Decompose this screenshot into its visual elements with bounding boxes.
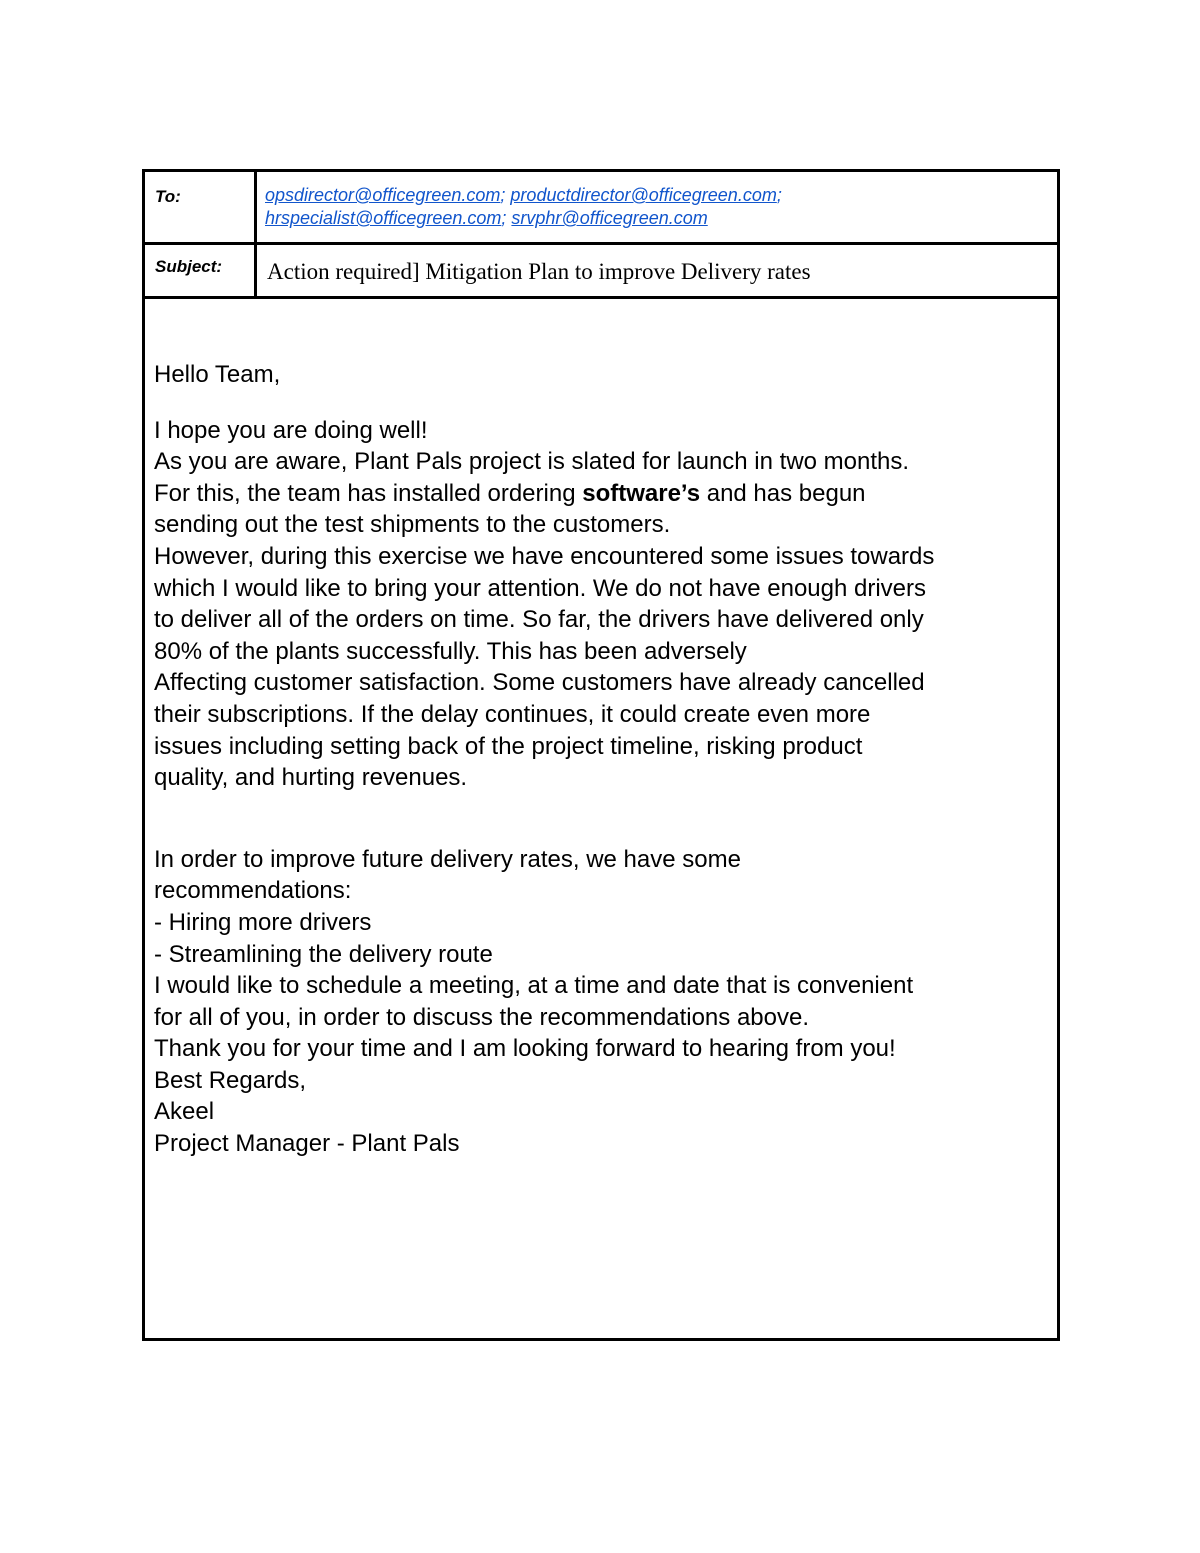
recommendation-item: - Hiring more drivers — [154, 908, 372, 936]
body-line: to deliver all of the orders on time. So far, the drivers have delivered only — [154, 606, 924, 634]
paragraph-gap — [154, 391, 1057, 415]
subject-field[interactable]: Action required] Mitigation Plan to improve Delivery rates — [267, 259, 811, 284]
recipient-link[interactable]: productdirector@officegreen.com — [510, 185, 777, 205]
body-line: Thank you for your time and I am looking forward to hearing from you! — [154, 1035, 896, 1063]
body-text: For this, the team has installed ordering — [154, 479, 583, 507]
body-line: As you are aware, Plant Pals project is slated for launch in two months. — [154, 448, 910, 476]
recommendation-item: - Streamlining the delivery route — [154, 940, 493, 968]
recipient-separator: ; — [501, 208, 507, 228]
body-line: for all of you, in order to discuss the recommendations above. — [154, 1003, 810, 1031]
recipient-link[interactable]: hrspecialist@officegreen.com — [265, 208, 502, 228]
body-line: However, during this exercise we have encountered some issues towards — [154, 542, 935, 570]
to-row — [145, 172, 1057, 245]
recipient-link[interactable]: opsdirector@officegreen.com — [265, 185, 501, 205]
body-line: I would like to schedule a meeting, at a time and date that is convenient — [154, 972, 914, 1000]
body-line: Affecting customer satisfaction. Some customers have already cancelled — [154, 669, 925, 697]
body-line — [154, 478, 1057, 510]
paragraph-gap — [154, 794, 1057, 844]
subject-label: Subject: — [145, 245, 257, 296]
body-line: issues including setting back of the project timeline, risking product — [154, 732, 863, 760]
recipient-line-1 — [265, 184, 1057, 207]
body-line: quality, and hurting revenues. — [154, 764, 468, 792]
body-line: recommendations: — [154, 877, 352, 905]
body-line: In order to improve future delivery rates, we have some — [154, 845, 741, 873]
body-bold-text: software’s — [582, 479, 701, 507]
body-line: sending out the test shipments to the customers. — [154, 511, 671, 539]
greeting: Hello Team, — [154, 361, 281, 388]
email-form — [142, 169, 1060, 1341]
body-line: 80% of the plants successfully. This has been adversely — [154, 637, 747, 665]
sender-name: Akeel — [154, 1098, 215, 1126]
recipient-line-2 — [265, 207, 1057, 230]
recipient-link[interactable]: srvphr@officegreen.com — [511, 208, 708, 228]
sender-title: Project Manager - Plant Pals — [154, 1130, 460, 1158]
to-field[interactable] — [257, 172, 1057, 242]
to-label: To: — [145, 172, 257, 242]
subject-row — [145, 245, 1057, 299]
body-line: I hope you are doing well! — [154, 416, 428, 444]
body-line: their subscriptions. If the delay continues, it could create even more — [154, 700, 871, 728]
recipient-list — [265, 184, 1057, 230]
recipient-separator: ; — [500, 185, 506, 205]
body-text: and has begun — [700, 479, 866, 507]
email-body[interactable] — [145, 299, 1057, 1160]
recipient-separator: ; — [776, 185, 782, 205]
body-line: which I would like to bring your attention. We do not have enough drivers — [154, 574, 927, 602]
sign-off: Best Regards, — [154, 1066, 307, 1094]
